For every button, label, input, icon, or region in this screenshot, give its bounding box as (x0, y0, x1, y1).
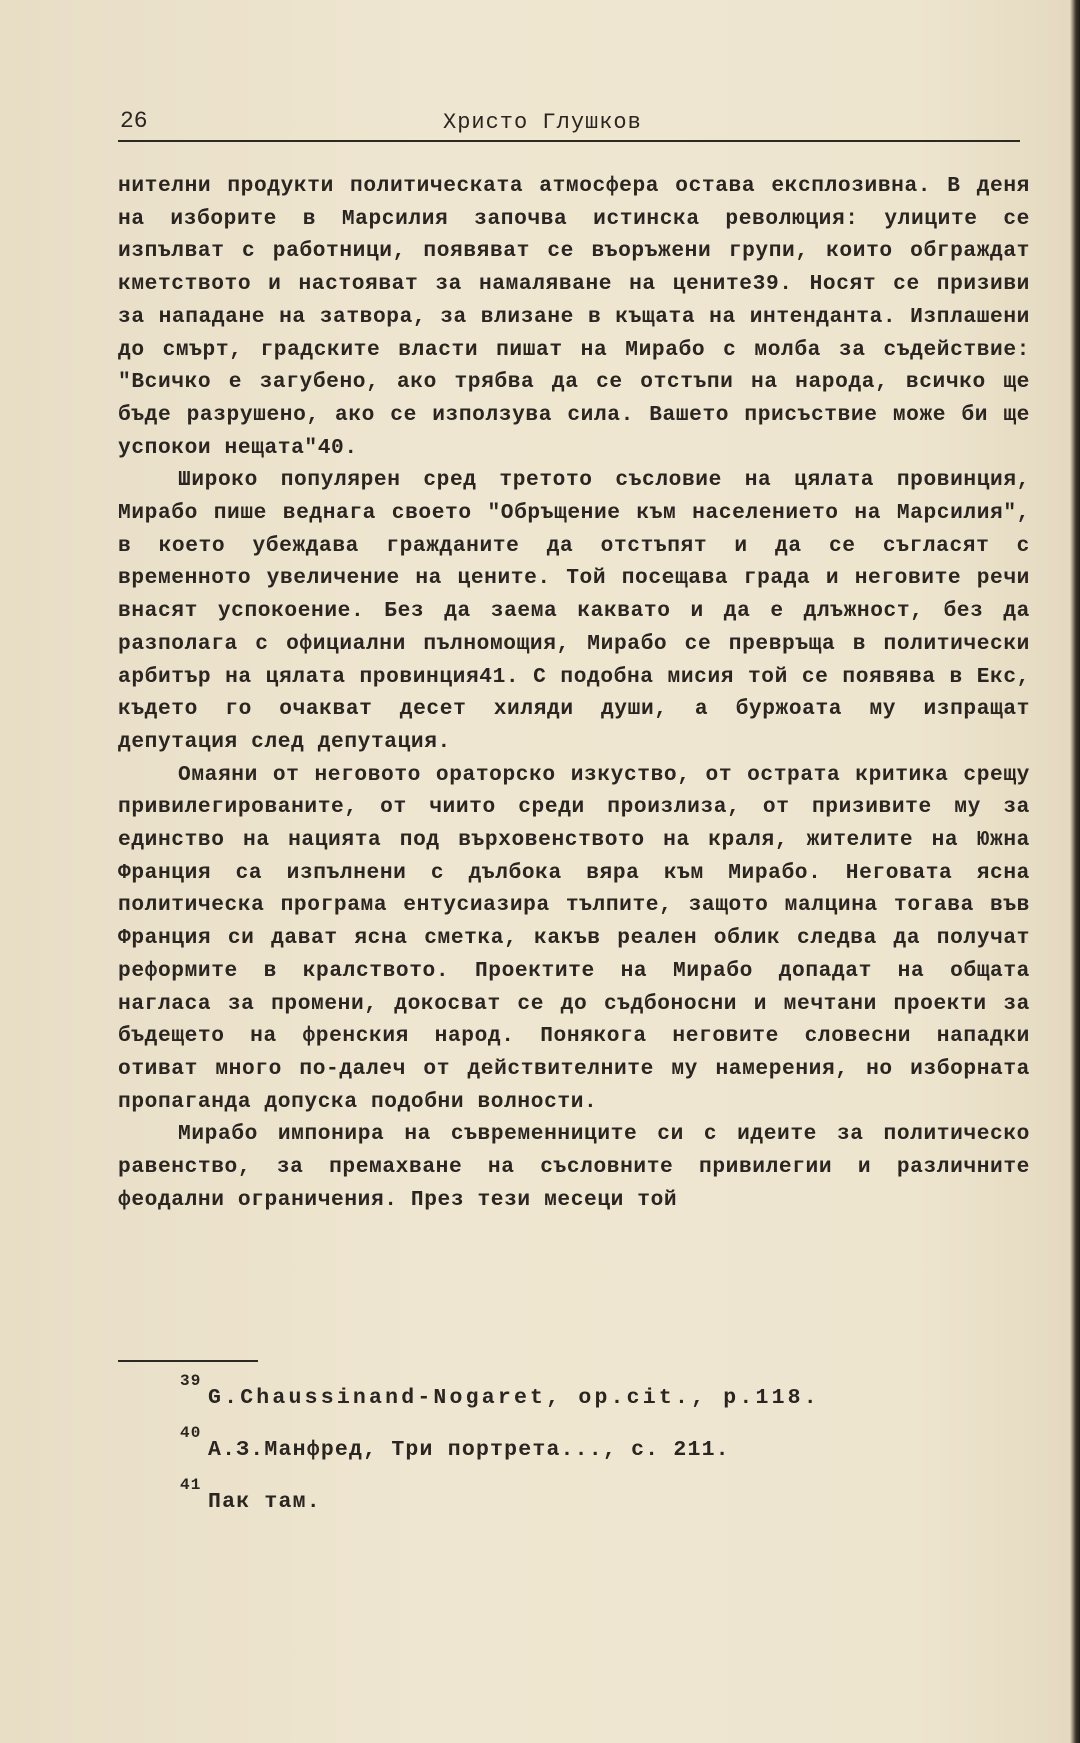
footnote-divider (118, 1360, 258, 1362)
footnote-41 (180, 1476, 1000, 1528)
footnote-39 (180, 1372, 1000, 1424)
footnote-number: 41 (180, 1476, 202, 1494)
paragraph-4: Мирабо импонира на съвременниците си с идеите за политическо равенство, за премахване на съсловните привилегии и различните феодални ограничения. През тези месеци той (118, 1122, 1030, 1212)
paragraph-1: нителни продукти политическата атмосфера остава експлозивна. В деня на изборите в Марсилия започва истинска революция: улиците се изпълват с работници, появяват се въоръжени групи, които обграждат кметството и настояват за намаляване на цените39. Носят се призиви за нападане на затвора, за влизане в къщата на интенданта. Изплашени до смърт, градските власти пишат на Мирабо с молба за съдействие: "Всичко е загубено, ако трябва да се отстъпи на народа, всичко ще бъде разрушено, ако се използува сила. Вашето присъствие може би ще успокои нещата"40. (118, 174, 1030, 460)
footnote-number: 40 (180, 1424, 202, 1442)
page-edge-shadow (1070, 0, 1080, 1743)
footnote-number: 39 (180, 1372, 202, 1390)
page-number: 26 (120, 108, 148, 134)
paragraph-3: Омаяни от неговото ораторско изкуство, от острата критика срещу привилегированите, от чиито среди произлиза, от призивите му за единство на нацията под върховенството на краля, жителите на Южна Франция са изпълнени с дълбока вяра към Мирабо. Неговата ясна политическа програма ентусиазира тълпите, защото малцина тогава във Франция си дават ясна сметка, какъв реален облик следва да получат реформите в кралството. Проектите на Мирабо допадат на общата нагласа за промени, докосват се до съдбоносни и мечтани проекти за бъдещето на френския народ. Понякога неговите словесни нападки отиват много по-далеч от действителните му намерения, но изборната пропаганда допуска подобни волности. (118, 762, 1030, 1114)
footnotes (180, 1372, 1000, 1528)
footnote-40 (180, 1424, 1000, 1476)
running-head: Христо Глушков (443, 110, 642, 135)
footnote-text: А.З.Манфред, Три портрета..., с. 211. (208, 1438, 730, 1462)
page-header (118, 106, 1020, 142)
body-text (118, 170, 1030, 1217)
paragraph-2: Широко популярен сред третото съсловие на цялата провинция, Мирабо пише веднага своето "Обръщение към населението на Марсилия", в което убеждава гражданите да отстъпят и да се съгласят с временното увеличение на цените. Той посещава града и неговите речи внасят успокоение. Без да заема каквато и да е длъжност, без да разполага с официални пълномощия, Мирабо се превръща в политически арбитър на цялата провинция41. С подобна мисия той се появява в Екс, където го очакват десет хиляди души, а буржоата му изпращат депутация след депутация. (118, 468, 1030, 754)
footnote-text: Пак там. (208, 1490, 321, 1514)
footnote-text: G.Chaussinand-Nogaret, op.cit., p.118. (208, 1386, 820, 1410)
